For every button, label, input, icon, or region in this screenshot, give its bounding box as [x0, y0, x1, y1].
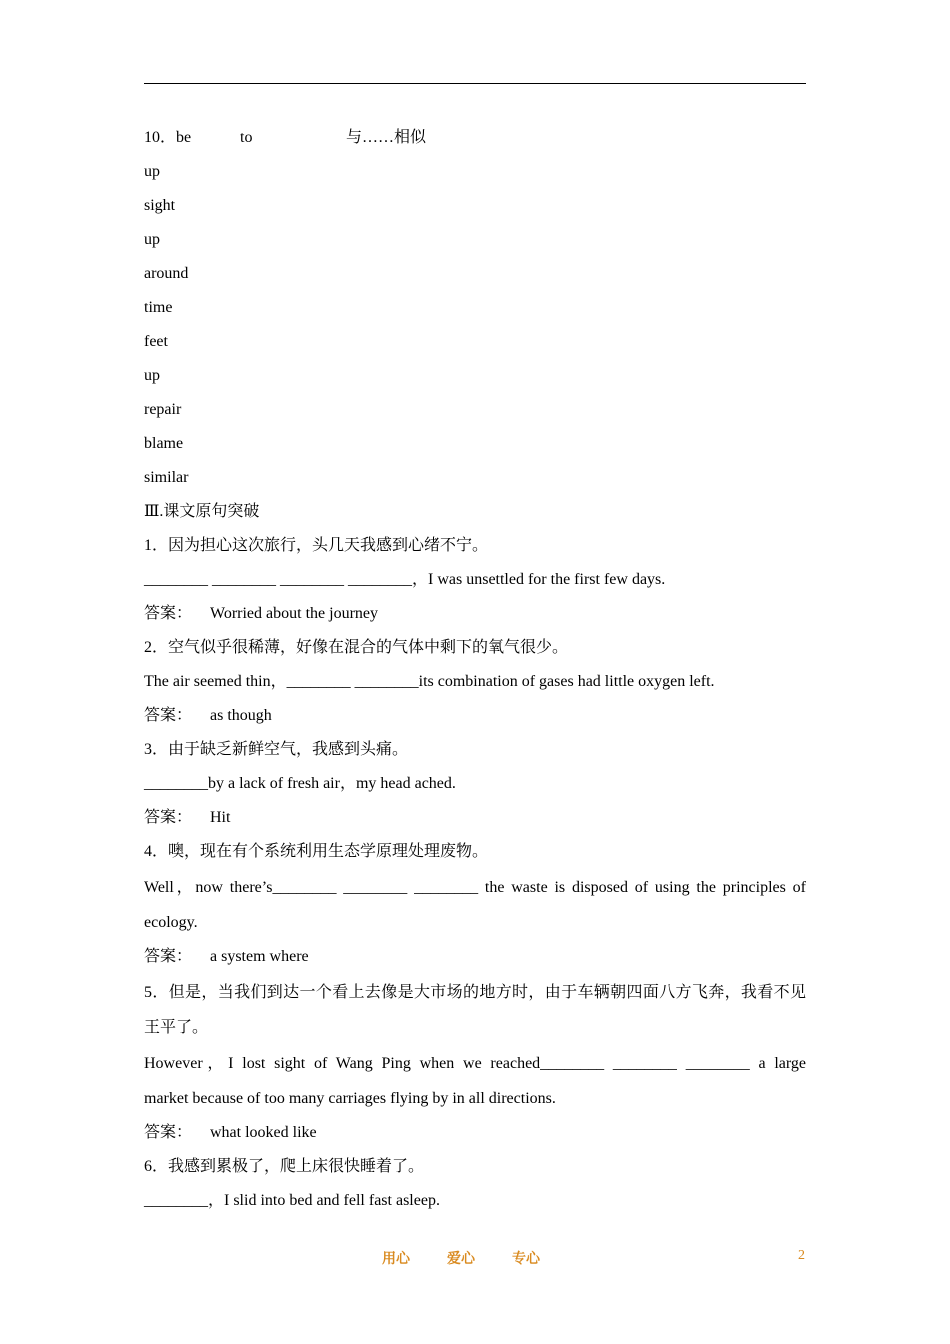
question-4-chinese: 4．噢，现在有个系统利用生态学原理处理废物。 — [144, 843, 489, 860]
question-3-chinese: 3．由于缺乏新鲜空气，我感到头痛。 — [144, 741, 409, 758]
vocab-word: repair — [144, 401, 182, 418]
page-number: 2 — [798, 1248, 805, 1263]
question-3-english: ________by a lack of fresh air，my head ached. — [144, 775, 456, 792]
question-3-answer — [144, 801, 806, 835]
question-1-answer — [144, 597, 806, 631]
footer-motto-item: 专心 — [512, 1252, 540, 1267]
vocab-item-10-num: 10．be — [144, 129, 192, 146]
answer-text: Hit — [210, 809, 231, 826]
answer-label: 答案： — [144, 707, 193, 724]
section-title: Ⅲ.课文原句突破 — [144, 503, 260, 520]
answer-text: what looked like — [210, 1124, 317, 1141]
answer-text: Worried about the journey — [210, 605, 378, 622]
header-rule — [144, 83, 806, 84]
page-content — [144, 121, 806, 1218]
answer-label: 答案： — [144, 948, 193, 965]
footer-motto-item: 用心 — [382, 1252, 410, 1267]
vocab-word: sight — [144, 197, 176, 214]
answer-label: 答案： — [144, 1124, 193, 1141]
question-2-chinese: 2．空气似乎很稀薄，好像在混合的气体中剩下的氧气很少。 — [144, 639, 569, 656]
footer-motto-item: 爱心 — [447, 1252, 475, 1267]
vocab-word: blame — [144, 435, 184, 452]
vocab-word: up — [144, 163, 160, 180]
question-5-english-line-1: However，I lost sight of Wang Ping when we reached________ ________ ________ a large — [144, 1055, 806, 1072]
vocab-word: up — [144, 231, 160, 248]
question-5-english-line-2: market because of too many carriages flying by in all directions. — [144, 1090, 556, 1107]
question-4-answer — [144, 940, 806, 974]
vocab-item-10-mid: to — [240, 129, 253, 146]
question-2-answer — [144, 699, 806, 733]
page-footer — [0, 1248, 950, 1268]
answer-text: a system where — [210, 948, 309, 965]
footer-motto — [382, 1248, 577, 1268]
answer-label: 答案： — [144, 809, 193, 826]
vocab-item-10-meaning: 与……相似 — [346, 129, 427, 146]
vocab-item-10 — [144, 121, 806, 155]
question-4-english-line-2: ecology. — [144, 914, 198, 931]
vocab-word: up — [144, 367, 160, 384]
vocab-word: similar — [144, 469, 189, 486]
question-1-chinese: 1．因为担心这次旅行，头几天我感到心绪不宁。 — [144, 537, 489, 554]
vocab-word: feet — [144, 333, 168, 350]
question-2-english: The air seemed thin，________ ________its combination of gases had little oxygen left. — [144, 673, 715, 690]
question-1-english: ________ ________ ________ ________，I was unsettled for the first few days. — [144, 571, 666, 588]
question-5-answer — [144, 1116, 806, 1150]
question-4-english-line-1: Well，now there’s________ ________ ________ the waste is disposed of using the principles of — [144, 879, 806, 896]
question-5-chinese-line-2: 王平了。 — [144, 1019, 209, 1036]
question-5-chinese-line-1: 5．但是，当我们到达一个看上去像是大市场的地方时，由于车辆朝四面八方飞奔，我看不见 — [144, 984, 806, 1001]
question-6-chinese: 6．我感到累极了，爬上床很快睡着了。 — [144, 1158, 425, 1175]
vocab-word: time — [144, 299, 173, 316]
answer-label: 答案： — [144, 605, 193, 622]
vocab-word: around — [144, 265, 189, 282]
question-6-english: ________，I slid into bed and fell fast asleep. — [144, 1192, 440, 1209]
answer-text: as though — [210, 707, 272, 724]
